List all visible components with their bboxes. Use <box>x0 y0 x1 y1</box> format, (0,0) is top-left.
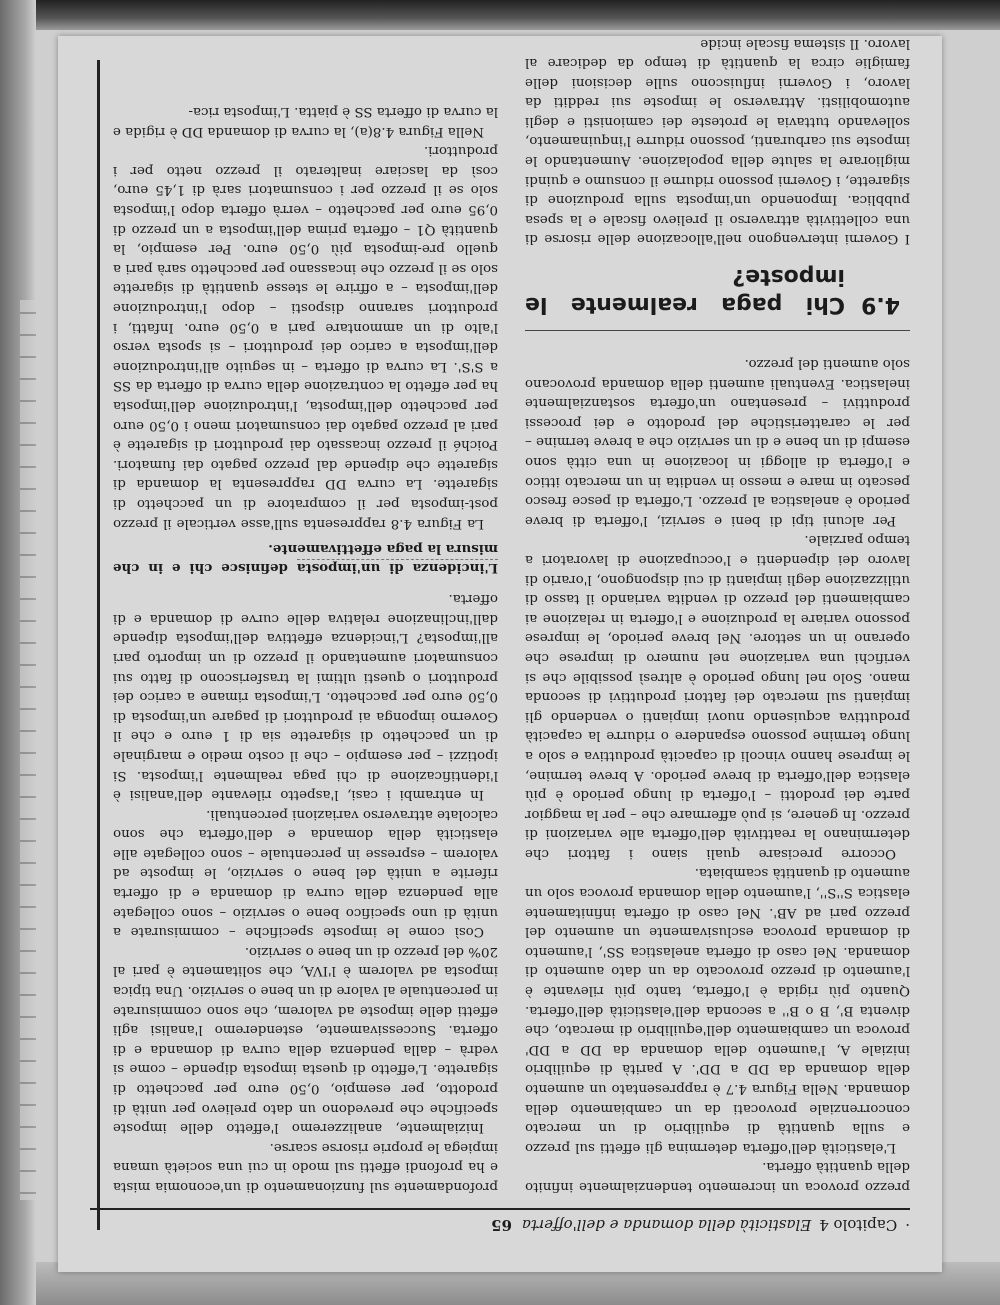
page-number: 65 <box>491 1216 512 1234</box>
definition-text: definisce chi e in che misura la paga effettivamente. <box>112 540 498 576</box>
paragraph: Così come le imposte specifiche – commisurate a unità di uno specifico bene o servizio – sono collegate alla pendenza della curva di domanda e di offerta riferite a unità del bene o servizio, le imposte ad valorem – espresse in percentuale – sono collegate alle elasticità della domanda e dell'offerta che sono calcolate attraverso variazioni percentuali. <box>113 806 498 940</box>
section-body <box>525 33 910 249</box>
paragraph: profondamente sul funzionamento di un'economia mista e ha profondi effetti sul modo in cui una società umana impiega le proprie risorse scarse. <box>113 1139 498 1194</box>
right-paragraphs <box>113 589 498 1196</box>
right-body-continued <box>113 102 498 533</box>
binding-holes <box>20 300 36 1200</box>
page-content <box>90 35 910 1240</box>
left-paragraphs <box>525 353 910 1196</box>
section-number: 4.9 <box>861 292 900 318</box>
margin-rule <box>97 60 100 1230</box>
section-title: Chi paga realmente le imposte? <box>525 264 846 318</box>
definition-term: L'incidenza di un'imposta <box>296 559 498 576</box>
paragraph: prezzo provoca un incremento tendenzialmente infinito della quantità offerta. <box>525 1159 910 1194</box>
definition-note <box>113 539 498 577</box>
section-heading <box>525 262 900 318</box>
rotated-book-page <box>60 35 940 1270</box>
paragraph: La Figura 4.8 rappresenta sull'asse verticale il prezzo post-imposta per il compratore di un pacchetto di sigarette. La curva DD rappresenta la domanda di sigarette che dipende dal prezzo pagato dai fumatori. Poiché il prezzo incassato dai produttori di sigarette è pari al prezzo pagato dai consumatori meno i 0,50 euro per pacchetto dell'imposta, l'introduzione dell'imposta ha per effetto la contrazione della curva di offerta da SS a S'S'. La curva di offerta – in seguito all'introduzione dell'imposta a carico dei produttori – si sposta verso l'alto di un ammontare pari a 0,50 euro. Infatti, i produttori saranno disposti – dopo l'introduzione dell'imposta – a offrire le stesse quantità di sigarette solo se il prezzo che incassano per pacchetto sarà pari a quello pre-imposta più 0,50 euro. Per esempio, la quantità Q1 – offerta prima dell'imposta a un prezzo di 0,95 euro per pacchetto – verrà offerta dopo l'imposta solo se il prezzo per i consumatori sarà di 1,45 euro, così da lasciare inalterato il prezzo netto per i produttori. <box>113 143 498 531</box>
paragraph: Nella Figura 4.8(a), la curva di domanda DD è rigida e la curva di offerta SS è piatta. L'imposta rica- <box>113 104 498 139</box>
section-rule <box>525 330 910 331</box>
left-column <box>525 33 910 1196</box>
running-header <box>90 1208 910 1240</box>
paragraph: I Governi intervengono nell'allocazione delle risorse di una collettività attraverso il prelievo fiscale e la spesa pubblica. Imponendo un'imposta sulla produzione di sigarette, i Governi possono ridurne il consumo e quindi migliorare la salute della popolazione. Aumentando le imposte sui carburanti, possono ridurre l'inquinamento, sollevando tuttavia le proteste dei camionisti e degli automobilisti. Attraverso le imposte sui redditi da lavoro, i Governi influiscono sulle decisioni delle famiglie circa la quantità di tempo da dedicare al lavoro. Il sistema fiscale incide <box>525 35 910 247</box>
paragraph: Per alcuni tipi di beni e servizi, l'offerta di breve periodo è anelastica al prezzo. L'offerta di pesce fresco pescato in mare e messo in vendita in un mercato ittico e l'offerta di alloggi in locazione in una città sono esempi di un bene e di un servizio che a breve termine – per le caratteristiche del prodotto e dei processi produttivi – presentano un'offerta sostanzialmente inelastica. Eventuali aumenti della domanda provocano solo aumenti del prezzo. <box>525 356 910 528</box>
paragraph: In entrambi i casi, l'aspetto rilevante dell'analisi è l'identificazione di chi paga realmente l'imposta. Si ipotizzi – per esempio – che il costo medio e marginale di un pacchetto di sigarette sia di 1 euro e che il Governo imponga ai produttori di pagare un'imposta di 0,50 euro per pacchetto. L'imposta rimane a carico dei produttori o questi ultimi la trasferiscono di fatto sui consumatori aumentando il prezzo di un importo pari all'imposta? L'incidenza effettiva dell'imposta dipende dall'inclinazione relativa delle curve di domanda e di offerta. <box>113 591 498 803</box>
header-title: Elasticità della domanda e dell'offerta <box>521 1216 812 1234</box>
paragraph: L'elasticità dell'offerta determina gli effetti sul prezzo e sulla quantità di equilibrio di un mercato concorrenziale provocati da un cambiamento della domanda. Nella Figura 4.7 è rappresentato un aumento della domanda da DD a DD'. A parità di equilibrio iniziale A, l'aumento della domanda da DD a DD' provoca un cambiamento dell'equilibrio di mercato, che diventa B', B o B'' a seconda dell'elasticità dell'offerta. Quanto più rigida è l'offerta, tanto più rilevante è l'aumento di prezzo provocato da un dato aumento di domanda. Nel caso di offerta anelastica SS', l'aumento di domanda provoca esclusivamente un aumento del prezzo pari ad AB'. Nel caso di offerta infinitamente elastica S''S'', l'aumento della domanda provoca solo un aumento di quantità scambiata. <box>525 865 910 1155</box>
scanner-shadow-top <box>0 0 1000 30</box>
header-chapter: Capitolo 4 <box>819 1216 898 1234</box>
paragraph: Inizialmente, analizzeremo l'effetto delle imposte specifiche che prevedono un dato prelievo per unità di prodotto, per esempio, 0,50 euro per pacchetto di sigarette. L'effetto di questa imposta dipende – come si vedrà – dalla pendenza della curva di domanda e di offerta. Successivamente, estenderemo l'analisi agli effetti delle imposte ad valorem, che sono commisurate in percentuale al valore di un bene o servizio. Una tipica imposta ad valorem è l'IVA, che solitamente è pari al 20% del prezzo di un bene o servizio. <box>113 943 498 1136</box>
paragraph: Occorre precisare quali siano i fattori che determinano la reattività dell'offerta alle variazioni di prezzo. In genere, si può affermare che – per la maggior parte dei prodotti – l'offerta di lungo periodo è più elastica dell'offerta di breve periodo. A breve termine, le imprese hanno vincoli di capacità produttiva e solo a lungo termine possono espandere o ridurre la capacità produttiva acquisendo nuovi impianti o vendendo gli impianti sul mercato dei fattori produttivi di seconda mano. Solo nel lungo periodo è altresì possibile che si verifichi una variazione nel numero di imprese che operano in un settore. Nel breve periodo, le imprese possono variare la produzione e l'offerta in relazione ai cambiamenti del prezzo di vendita variando il tasso di utilizzazione degli impianti di cui dispongono, l'orario di lavoro dei dipendenti e l'occupazione di lavoratori a tempo parziale. <box>525 532 910 861</box>
right-column <box>113 102 498 1196</box>
header-bullet: · <box>905 1216 910 1234</box>
